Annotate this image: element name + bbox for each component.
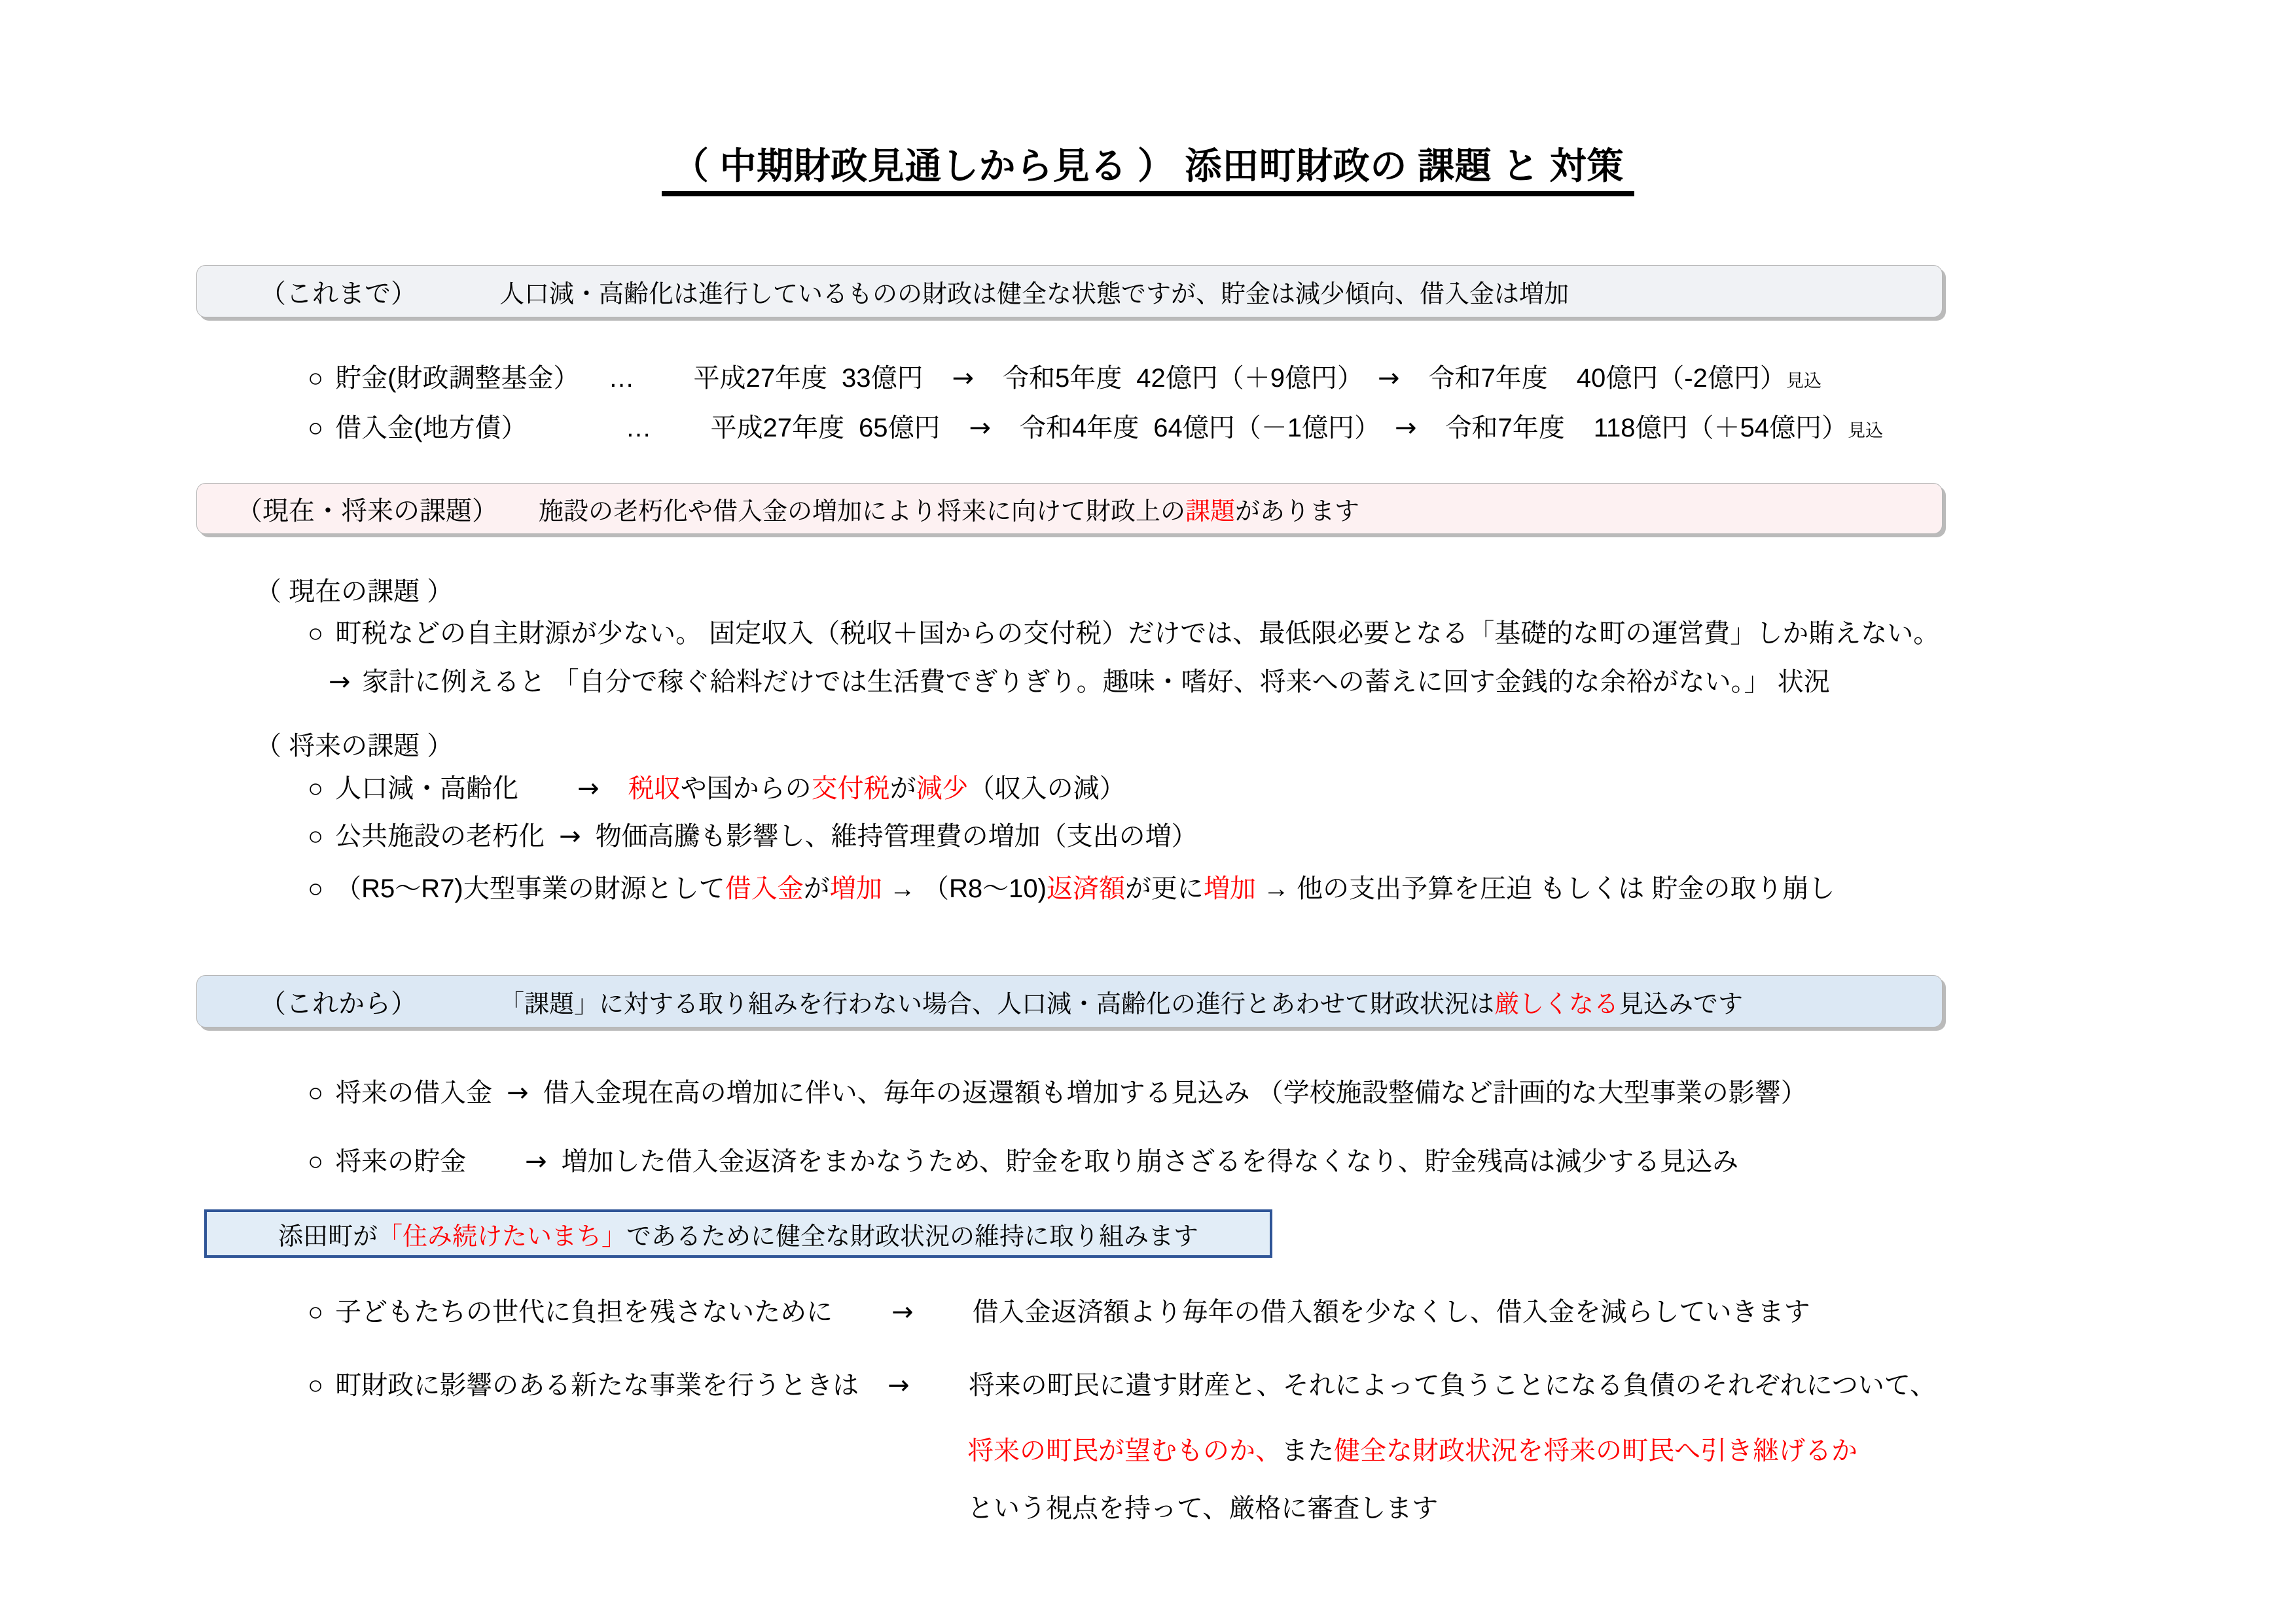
banner-from-now-body (499, 984, 1743, 1020)
row-savings-a2: 42億円 (1136, 364, 1218, 393)
banner-past-body: 人口減・高齢化は進行しているものの財政は健全な状態ですが、貯金は減少傾向、借入金は増加 (499, 280, 1570, 308)
commitment-statement-box (204, 1209, 1272, 1258)
commitment-continuation-red-1: 将来の町民が望むものか、 (967, 1436, 1282, 1465)
bullet-icon: ○ (308, 619, 324, 648)
bullet-icon: ○ (308, 1371, 324, 1400)
commitment-continuation-red-2: 健全な財政状況を将来の町民へ引き継げるか (1334, 1436, 1857, 1465)
row-debt-y1: 平成27年度 (710, 414, 844, 442)
future-outlook-row-1-text: 借入金現在高の増加に伴い、毎年の返還額も増加する見込み （学校施設整備など計画的な大型事業の影響） (543, 1079, 1807, 1107)
bullet-icon: ○ (308, 1147, 324, 1176)
row-savings-d2: （＋9億円） (1217, 364, 1364, 393)
commitment-row-2-continuation-last: という視点を持って、厳格に審査します (967, 1494, 1439, 1523)
future-outlook-row-1 (308, 1080, 1807, 1106)
row-debt-note: 見込 (1848, 421, 1884, 440)
commitment-continuation-black-1: また (1282, 1436, 1334, 1465)
arrow-icon: → (577, 774, 600, 804)
future-outlook-row-2 (308, 1149, 1738, 1175)
commitment-row-1-text: 借入金返済額より毎年の借入額を少なくし、借入金を減らしていきます (972, 1298, 1810, 1327)
future-issue-row-3-p1: 借入金 (725, 874, 804, 903)
future-issue-row-3-p2: が (803, 874, 830, 903)
future-issue-row-1-p0: 税収 (628, 774, 681, 803)
arrow-icon: → (891, 1297, 914, 1327)
page-title (0, 145, 2296, 196)
banner-issues-body-part2: があります (1235, 497, 1360, 526)
row-debt-y2: 令和4年度 (1020, 414, 1139, 442)
row-debt-a2: 64億円 (1153, 414, 1235, 442)
bullet-icon: ○ (308, 1079, 324, 1107)
bullet-icon: ○ (308, 774, 324, 803)
future-issue-row-3 (308, 876, 1835, 902)
future-issue-row-2-subject: 公共施設の老朽化 (335, 822, 545, 851)
future-issue-row-1-p2: 交付税 (811, 774, 890, 803)
row-savings-note: 見込 (1785, 371, 1821, 391)
banner-from-now-body-part2: 見込みです (1619, 990, 1744, 1018)
current-issue-line-1-text: 町税などの自主財源が少ない。 固定収入（税収＋国からの交付税）だけでは、最低限必要となる「基礎的な町の運営費」しか賄えない。 (335, 619, 1940, 648)
row-savings-item: 貯金(財政調整基金） (335, 364, 580, 393)
commitment-row-2-continuation-red (967, 1438, 1857, 1464)
row-savings-y1: 平成27年度 (693, 364, 827, 393)
banner-past (196, 265, 1943, 317)
banner-issues (196, 483, 1943, 534)
future-issue-row-1-subject: 人口減・高齢化 (335, 774, 519, 803)
bullet-icon: ○ (308, 414, 324, 442)
bullet-icon: ○ (308, 1298, 324, 1327)
future-outlook-row-1-subject: 将来の借入金 (335, 1079, 493, 1107)
future-issue-row-1-p1: や国からの (680, 774, 812, 803)
arrow-icon: → (969, 413, 992, 443)
banner-issues-body-highlight: 課題 (1185, 497, 1236, 526)
banner-issues-label: （現在・将来の課題） (236, 496, 498, 526)
future-issue-row-1-p4: 減少 (916, 774, 969, 803)
current-issue-line-2 (329, 669, 1830, 695)
bullet-icon: ○ (308, 822, 324, 851)
future-outlook-row-2-text: 増加した借入金返済をまかなうため、貯金を取り崩さざるを得なくなり、貯金残高は減少する見込み (561, 1147, 1739, 1176)
commitment-row-1 (308, 1299, 1810, 1325)
banner-from-now-body-part1: 「課題」に対する取り組みを行わない場合、人口減・高齢化の進行とあわせて財政状況は (499, 990, 1495, 1018)
future-issue-row-3-p8: → 他の支出予算を圧迫 もしくは 貯金の取り崩し (1255, 874, 1835, 903)
title-underline (662, 191, 1634, 196)
page-title-inner (662, 145, 1634, 196)
commitment-row-2 (308, 1372, 1936, 1399)
row-savings-a3: 40億円 (1576, 364, 1659, 393)
banner-from-now (196, 975, 1943, 1027)
arrow-icon: → (525, 1147, 547, 1177)
arrow-icon: → (559, 821, 581, 851)
arrow-icon: → (952, 363, 975, 393)
arrow-icon: → (1378, 363, 1400, 393)
commitment-row-1-subject: 子どもたちの世代に負担を残さないために (335, 1298, 833, 1327)
banner-from-now-body-highlight: 厳しくなる (1494, 990, 1619, 1018)
future-outlook-row-2-subject: 将来の貯金 (335, 1147, 467, 1176)
row-debt-d2: （－1億円） (1234, 414, 1381, 442)
banner-issues-body (539, 491, 1359, 527)
commitment-statement-text (278, 1216, 1198, 1252)
future-issue-row-2 (308, 823, 1198, 849)
row-debt-d3: （＋54億円） (1687, 414, 1848, 442)
row-savings-dots: … (608, 364, 635, 393)
future-issue-row-3-p3: 増加 (829, 874, 882, 903)
current-issue-line-2-text: 家計に例えると 「自分で稼ぐ給料だけでは生活費でぎりぎり。趣味・嗜好、将来への蓄えに回す金銭的な余裕がない。」 状況 (362, 668, 1830, 696)
banner-past-label: （これまで） (260, 279, 417, 308)
row-savings (308, 365, 1821, 391)
row-debt-a1: 65億円 (859, 414, 941, 442)
future-issue-row-1 (308, 776, 1126, 802)
banner-issues-body-part1: 施設の老朽化や借入金の増加により将来に向けて財政上の (539, 497, 1186, 526)
future-issue-row-3-p5: 返済額 (1046, 874, 1125, 903)
future-issue-row-3-p4: → （R8～10) (882, 874, 1047, 903)
row-debt (308, 415, 1883, 441)
future-issue-row-3-p7: 増加 (1203, 874, 1256, 903)
row-savings-y3: 令和7年度 (1428, 364, 1548, 393)
commitment-statement-part1: 添田町が (278, 1222, 378, 1251)
page-title-text: （ 中期財政見通しから見る ） 添田町財政の 課題 と 対策 (672, 145, 1624, 187)
arrow-icon: → (888, 1370, 910, 1400)
commitment-statement-highlight: 「住み続けたいまち」 (377, 1222, 626, 1251)
heading-current-issues: （ 現在の課題 ） (255, 577, 454, 606)
commitment-statement-part2: であるために健全な財政状況の維持に取り組みます (626, 1222, 1199, 1251)
commitment-row-2-subject: 町財政に影響のある新たな事業を行うときは (335, 1371, 859, 1400)
bullet-icon: ○ (308, 874, 324, 903)
banner-from-now-label: （これから） (260, 989, 417, 1018)
row-debt-y3: 令和7年度 (1445, 414, 1565, 442)
commitment-row-2-text: 将来の町民に遺す財産と、それによって負うことになる負債のそれぞれについて、 (968, 1371, 1937, 1400)
row-savings-d3: （-2億円） (1658, 364, 1786, 393)
future-issue-row-1-p3: が (889, 774, 916, 803)
future-issue-row-1-p5: （収入の減） (968, 774, 1126, 803)
row-debt-item: 借入金(地方債） (335, 414, 528, 442)
arrow-icon: → (507, 1078, 529, 1108)
future-issue-row-2-p0: 物価高騰も影響し、維持管理費の増加（支出の増） (595, 822, 1198, 851)
heading-future-issues: （ 将来の課題 ） (255, 732, 454, 760)
row-debt-a3: 118億円 (1593, 414, 1688, 442)
arrow-icon: → (1395, 413, 1417, 443)
bullet-icon: ○ (308, 364, 324, 393)
future-issue-row-3-p0: （R5～R7)大型事業の財源として (335, 874, 725, 903)
row-savings-y2: 令和5年度 (1003, 364, 1122, 393)
current-issue-line-1 (308, 620, 1939, 647)
arrow-icon: → (329, 667, 351, 697)
future-issue-row-3-p6: が更に (1124, 874, 1204, 903)
row-savings-a1: 33億円 (842, 364, 924, 393)
row-debt-dots: … (625, 414, 652, 442)
